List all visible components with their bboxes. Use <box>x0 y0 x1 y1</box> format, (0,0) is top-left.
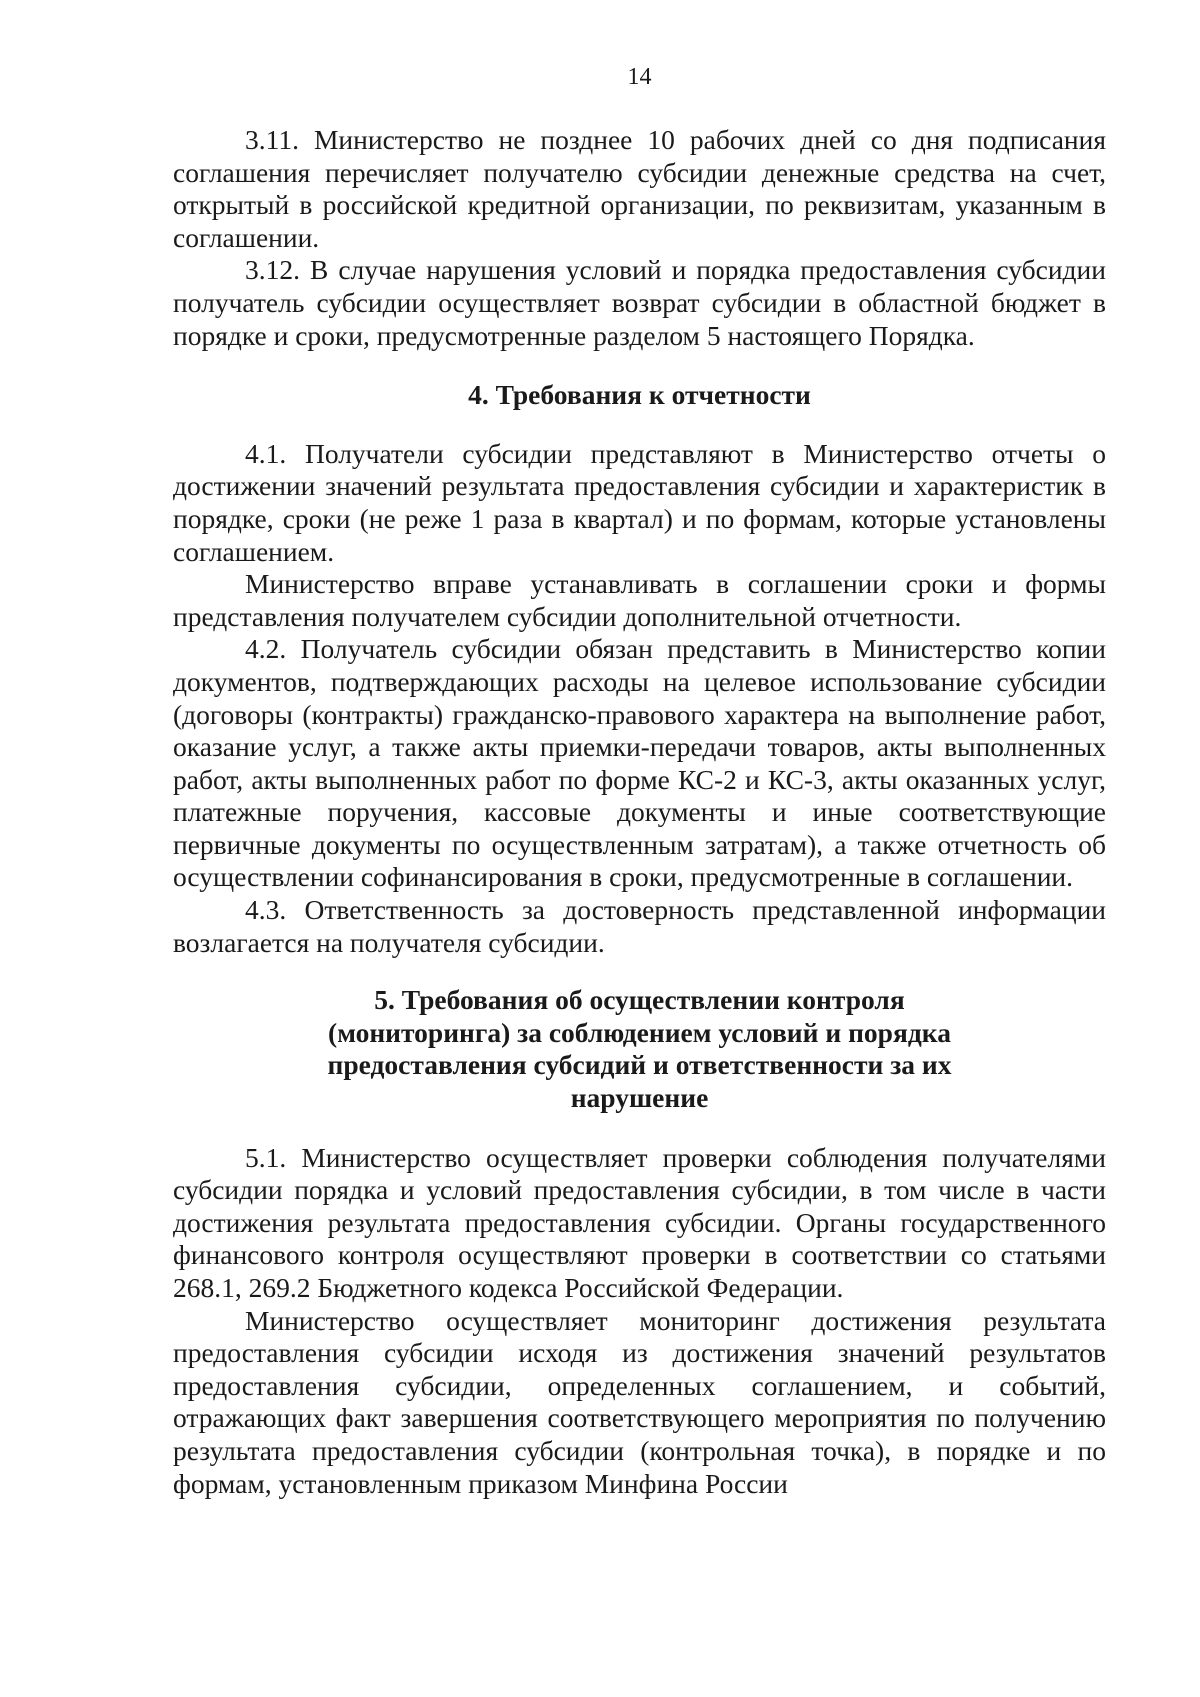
paragraph-4-1-continued: Министерство вправе устанавливать в соглашении сроки и формы представления получателем субсидии дополнительной отчетности. <box>173 568 1106 632</box>
paragraph-3-11: 3.11. Министерство не позднее 10 рабочих дней со дня подписания соглашения перечисляет получателю субсидии денежные средства на счет, открытый в российской кредитной организации, по реквизитам, указанным в соглашении. <box>173 124 1106 253</box>
section-5-heading <box>173 984 1106 1114</box>
paragraph-5-1: 5.1. Министерство осуществляет проверки соблюдения получателями субсидии порядка и условий предоставления субсидии, в том числе в части достижения результата предоставления субсидии. Органы государственного финансового контроля осуществляют проверки в соответствии со статьями 268.1, 269.2 Бюджетного кодекса Российской Федерации. <box>173 1141 1106 1303</box>
section-5-heading-line: (мониторинга) за соблюдением условий и порядка <box>328 1016 951 1048</box>
paragraph-4-2: 4.2. Получатель субсидии обязан представить в Министерство копии документов, подтверждающих расходы на целевое использование субсидии (договоры (контракты) гражданско-правового характера на выполнение работ, оказание услуг, а также акты приемки-передачи товаров, акты выполненных работ, акты выполненных работ по форме КС-2 и КС-3, акты оказанных услуг, платежные поручения, кассовые документы и иные соответствующие первичные документы по осуществленным затратам), а также отчетность об осуществлении софинансирования в сроки, предусмотренные в соглашении. <box>173 633 1106 893</box>
paragraph-3-12: 3.12. В случае нарушения условий и порядка предоставления субсидии получатель субсидии осуществляет возврат субсидии в областной бюджет в порядке и сроки, предусмотренные разделом 5 настоящего Порядка. <box>173 254 1106 351</box>
paragraph-4-3: 4.3. Ответственность за достоверность представленной информации возлагается на получателя субсидии. <box>173 894 1106 958</box>
document-page <box>173 62 1106 1500</box>
section-4-heading: 4. Требования к отчетности <box>468 379 811 411</box>
page-number: 14 <box>627 64 652 90</box>
paragraph-5-1-monitoring: Министерство осуществляет мониторинг достижения результата предоставления субсидии исходя из достижения значений результатов предоставления субсидии, определенных соглашением, и событий, отражающих факт завершения соответствующего мероприятия по получению результата предоставления субсидии (контрольная точка), в порядке и по формам, установленным приказом Минфина России <box>173 1304 1106 1499</box>
paragraph-4-1: 4.1. Получатели субсидии представляют в Министерство отчеты о достижении значений результата предоставления субсидии и характеристик в порядке, сроки (не реже 1 раза в квартал) и по формам, которые установлены соглашением. <box>173 437 1106 567</box>
section-5-heading-line: 5. Требования об осуществлении контроля <box>374 984 905 1016</box>
section-5-heading-line: нарушение <box>570 1082 709 1114</box>
section-5-heading-line: предоставления субсидий и ответственности за их <box>327 1049 952 1081</box>
